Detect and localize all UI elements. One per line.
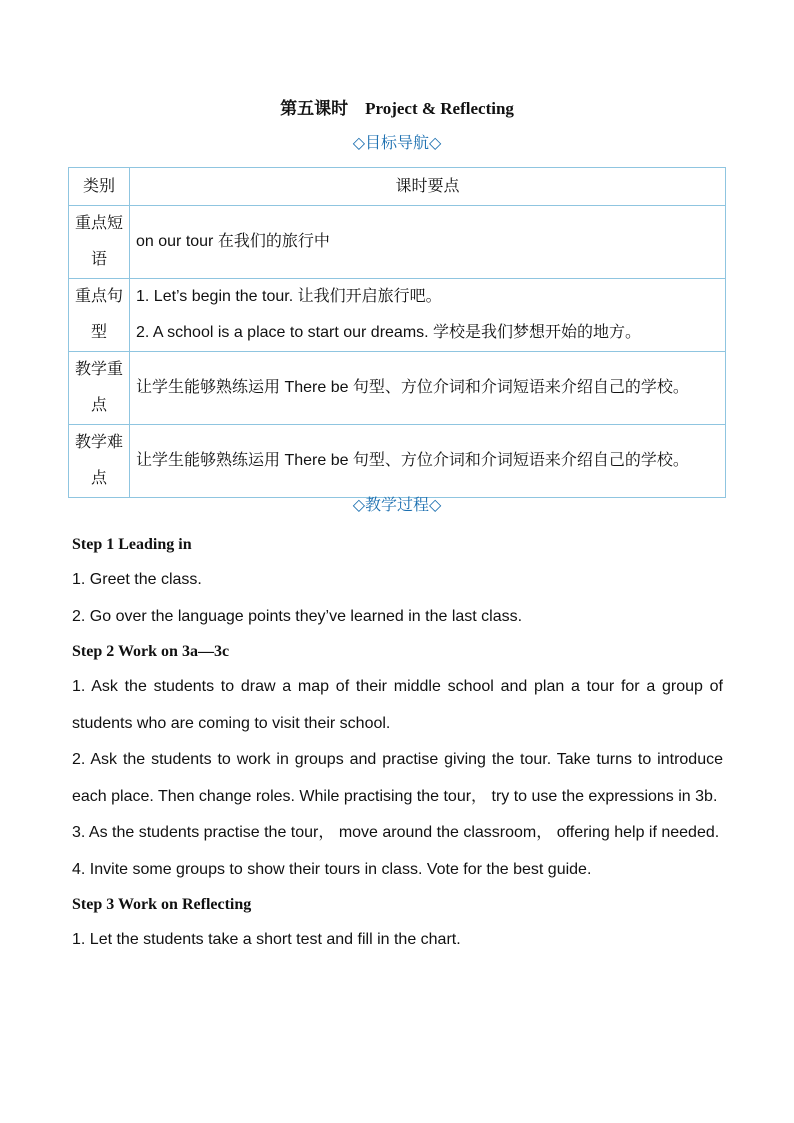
point-line: 让学生能够熟练运用 There be 句型、方位介词和介词短语来介绍自己的学校。	[136, 379, 689, 396]
row-category: 教学难点	[69, 425, 130, 498]
row-points	[130, 279, 726, 352]
step-3-item-1: 1. Let the students take a short test and fill in the chart.	[72, 931, 461, 948]
row-points	[130, 352, 726, 425]
row-points	[130, 425, 726, 498]
step-1-item-1: 1. Greet the class.	[72, 571, 202, 588]
table-row	[69, 425, 726, 498]
step-2-item-2: 2. Ask the students to work in groups and practise giving the tour. Take turns to introduce each place. Then change roles. While practising the tour， try to use the expressions in 3b.	[72, 751, 723, 805]
page-title: 第五课时 Project & Reflecting	[280, 99, 514, 118]
point-line: 让学生能够熟练运用 There be 句型、方位介词和介词短语来介绍自己的学校。	[136, 452, 689, 469]
teaching-process	[72, 528, 723, 959]
table-header-row	[69, 168, 726, 206]
row-category: 重点句型	[69, 279, 130, 352]
header-category: 类别	[69, 168, 130, 206]
step-2-item-4: 4. Invite some groups to show their tours in class. Vote for the best guide.	[72, 860, 592, 878]
row-category: 教学重点	[69, 352, 130, 425]
step-1-item-2: 2. Go over the language points they’ve learned in the last class.	[72, 607, 523, 625]
table-row	[69, 352, 726, 425]
goals-table	[68, 167, 726, 498]
step-2-item-1: 1. Ask the students to draw a map of their middle school and plan a tour for a group of students who are coming to visit their school.	[72, 678, 723, 732]
point-line: 1. Let’s begin the tour. 让我们开启旅行吧。	[136, 288, 442, 305]
step-2-heading: Step 2 Work on 3a—3c	[72, 643, 230, 660]
goals-heading: ◇目标导航◇	[352, 135, 442, 152]
row-category: 重点短语	[69, 206, 130, 279]
table-row	[69, 279, 726, 352]
point-line: on our tour 在我们的旅行中	[136, 233, 330, 250]
point-line: 2. A school is a place to start our dreams. 学校是我们梦想开始的地方。	[136, 324, 642, 341]
step-1-heading: Step 1 Leading in	[72, 536, 192, 553]
table-row	[69, 206, 726, 279]
row-points	[130, 206, 726, 279]
step-3-heading: Step 3 Work on Reflecting	[72, 896, 252, 913]
process-heading: ◇教学过程◇	[352, 497, 442, 514]
header-points: 课时要点	[130, 168, 726, 206]
step-2-item-3: 3. As the students practise the tour， move around the classroom， offering help if needed.	[72, 824, 720, 841]
